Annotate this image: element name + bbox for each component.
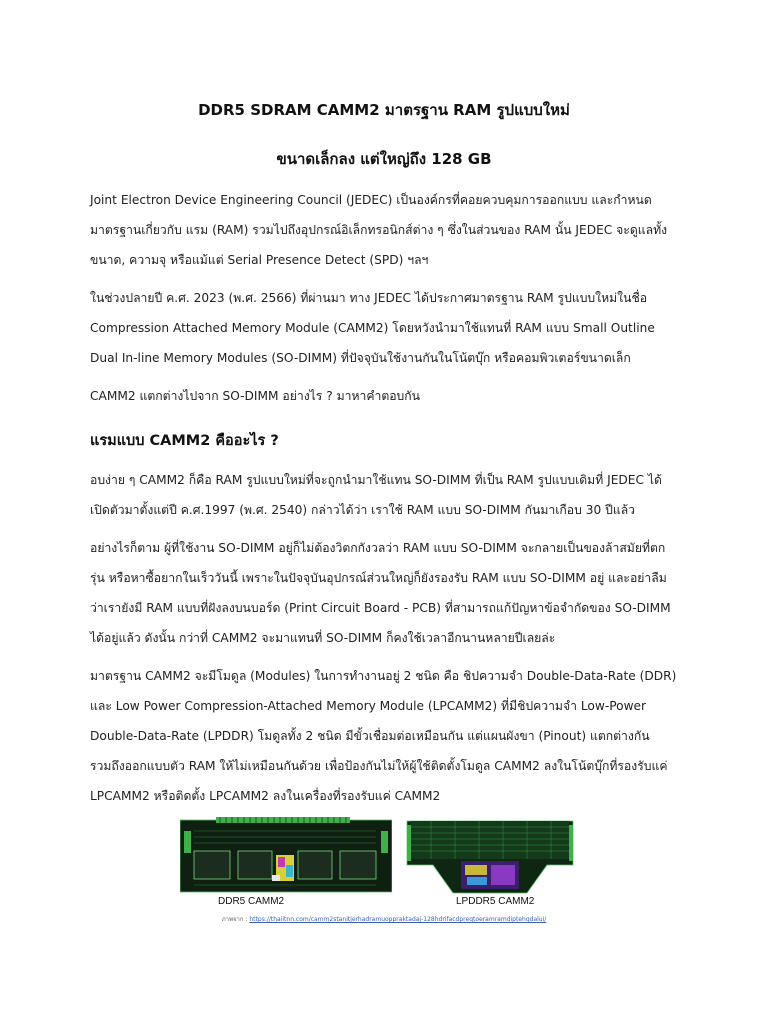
document-title: DDR5 SDRAM CAMM2 มาตรฐาน RAM รูปแบบใหม่ <box>198 101 570 119</box>
paragraph-line: Joint Electron Device Engineering Council (JEDEC) เป็นองค์กรที่คอยควบคุมการออกแบบ และกำหนด <box>90 193 652 207</box>
paragraph-line: มาตรฐาน CAMM2 จะมีโมดูล (Modules) ในการทำงานอยู่ 2 ชนิด คือ ชิปความจำ Double-Data-Rate (DDR) <box>90 669 677 683</box>
paragraph-line: อบง่าย ๆ CAMM2 ก็คือ RAM รูปแบบใหม่ที่จะถูกนำมาใช้แทน SO-DIMM ที่เป็น RAM รูปแบบเดิมที่ JEDEC ได้ <box>90 473 662 487</box>
paragraph-line: รุ่น หรือหาซื้อยากในเร็ววันนี้ เพราะในปัจจุบันอุปกรณ์ส่วนใหญ่ก็ยังรองรับ RAM แบบ SO-DIMM อยู่ และอย่าลืม <box>90 571 667 585</box>
paragraph-line: เปิดตัวมาตั้งแต่ปี ค.ศ.1997 (พ.ศ. 2540) กล่าวได้ว่า เราใช้ RAM แบบ SO-DIMM กันมาเกือบ 30 ปีแล้ว <box>90 503 636 517</box>
paragraph-line: Compression Attached Memory Module (CAMM2) โดยหวังนำมาใช้แทนที่ RAM แบบ Small Outline <box>90 321 655 335</box>
paragraph-line: รวมถึงออกแบบตัว RAM ให้ไม่เหมือนกันด้วย เพื่อป้องกันไม่ให้ผู้ใช้ติดตั้งโมดูล CAMM2 ลงในโน้ตบุ๊กที่รองรับแค่ <box>90 759 668 773</box>
document-subtitle: ขนาดเล็กลง แต่ใหญ่ถึง 128 GB <box>276 150 492 168</box>
lpddr5-camm2-caption: LPDDR5 CAMM2 <box>456 896 535 907</box>
paragraph-line: มาตรฐานเกี่ยวกับ แรม (RAM) รวมไปถึงอุปกรณ์อิเล็กทรอนิกส์ต่าง ๆ ซึ่งในส่วนของ RAM นั้น JEDEC จะดูแลทั้ง <box>90 223 668 237</box>
section-heading: แรมแบบ CAMM2 คืออะไร ? <box>90 433 279 449</box>
paragraph-line: Double-Data-Rate (LPDDR) โมดูลทั้ง 2 ชนิด มีขั้วเชื่อมต่อเหมือนกัน แต่แผนผังขา (Pinout) แตกต่างกัน <box>90 729 650 743</box>
paragraph-line: อย่างไรก็ตาม ผู้ที่ใช้งาน SO-DIMM อยู่ก็ไม่ต้องวิตกกังวลว่า RAM แบบ SO-DIMM จะกลายเป็นของล้าสมัยที่ตก <box>90 541 666 555</box>
ddr5-camm2-caption: DDR5 CAMM2 <box>218 896 285 907</box>
paragraph-line: และ Low Power Compression-Attached Memory Module (LPCAMM2) ที่มีชิปความจำ Low-Power <box>90 699 647 713</box>
paragraph-line: ขนาด, ความจุ หรือแม้แต่ Serial Presence Detect (SPD) ฯลฯ <box>90 253 429 267</box>
paragraph-line: ได้อยู่แล้ว ดังนั้น กว่าที่ CAMM2 จะมาแทนที่ SO-DIMM ก็คงใช้เวลาอีกนานหลายปีเลยล่ะ <box>90 631 556 645</box>
paragraph-line: Dual In-line Memory Modules (SO-DIMM) ที่ปัจจุบันใช้งานกันในโน้ตบุ๊ก หรือคอมพิวเตอร์ขนาดเล็ก <box>90 351 631 365</box>
paragraph-line: ว่าเรายังมี RAM แบบที่ฝังลงบนบอร์ด (Print Circuit Board - PCB) ที่สามารถแก้ปัญหาข้อจำกัดของ SO-DIMM <box>90 601 671 615</box>
lpddr5-camm2-board-image <box>405 817 575 895</box>
paragraph-line: ในช่วงปลายปี ค.ศ. 2023 (พ.ศ. 2566) ที่ผ่านมา ทาง JEDEC ได้ประกาศมาตรฐาน RAM รูปแบบใหม่ในชื่อ <box>90 291 648 305</box>
credit-link[interactable]: https://thaiitnn.com/camm2stanitjerhadramuoppraktadaj-128hdrifacdpreqtoeramramdiptehqdalui/ <box>249 916 547 923</box>
credit-label: ภาพจาก : <box>221 916 248 923</box>
ddr5-camm2-board-image <box>180 817 392 895</box>
camm2-comparison-figure <box>180 817 575 909</box>
paragraph-line: CAMM2 แตกต่างไปจาก SO-DIMM อย่างไร ? มาหาคำตอบกัน <box>90 389 420 403</box>
paragraph-line: LPCAMM2 หรือติดตั้ง LPCAMM2 ลงในเครื่องที่รองรับแค่ CAMM2 <box>90 789 441 803</box>
image-credit <box>0 914 768 924</box>
